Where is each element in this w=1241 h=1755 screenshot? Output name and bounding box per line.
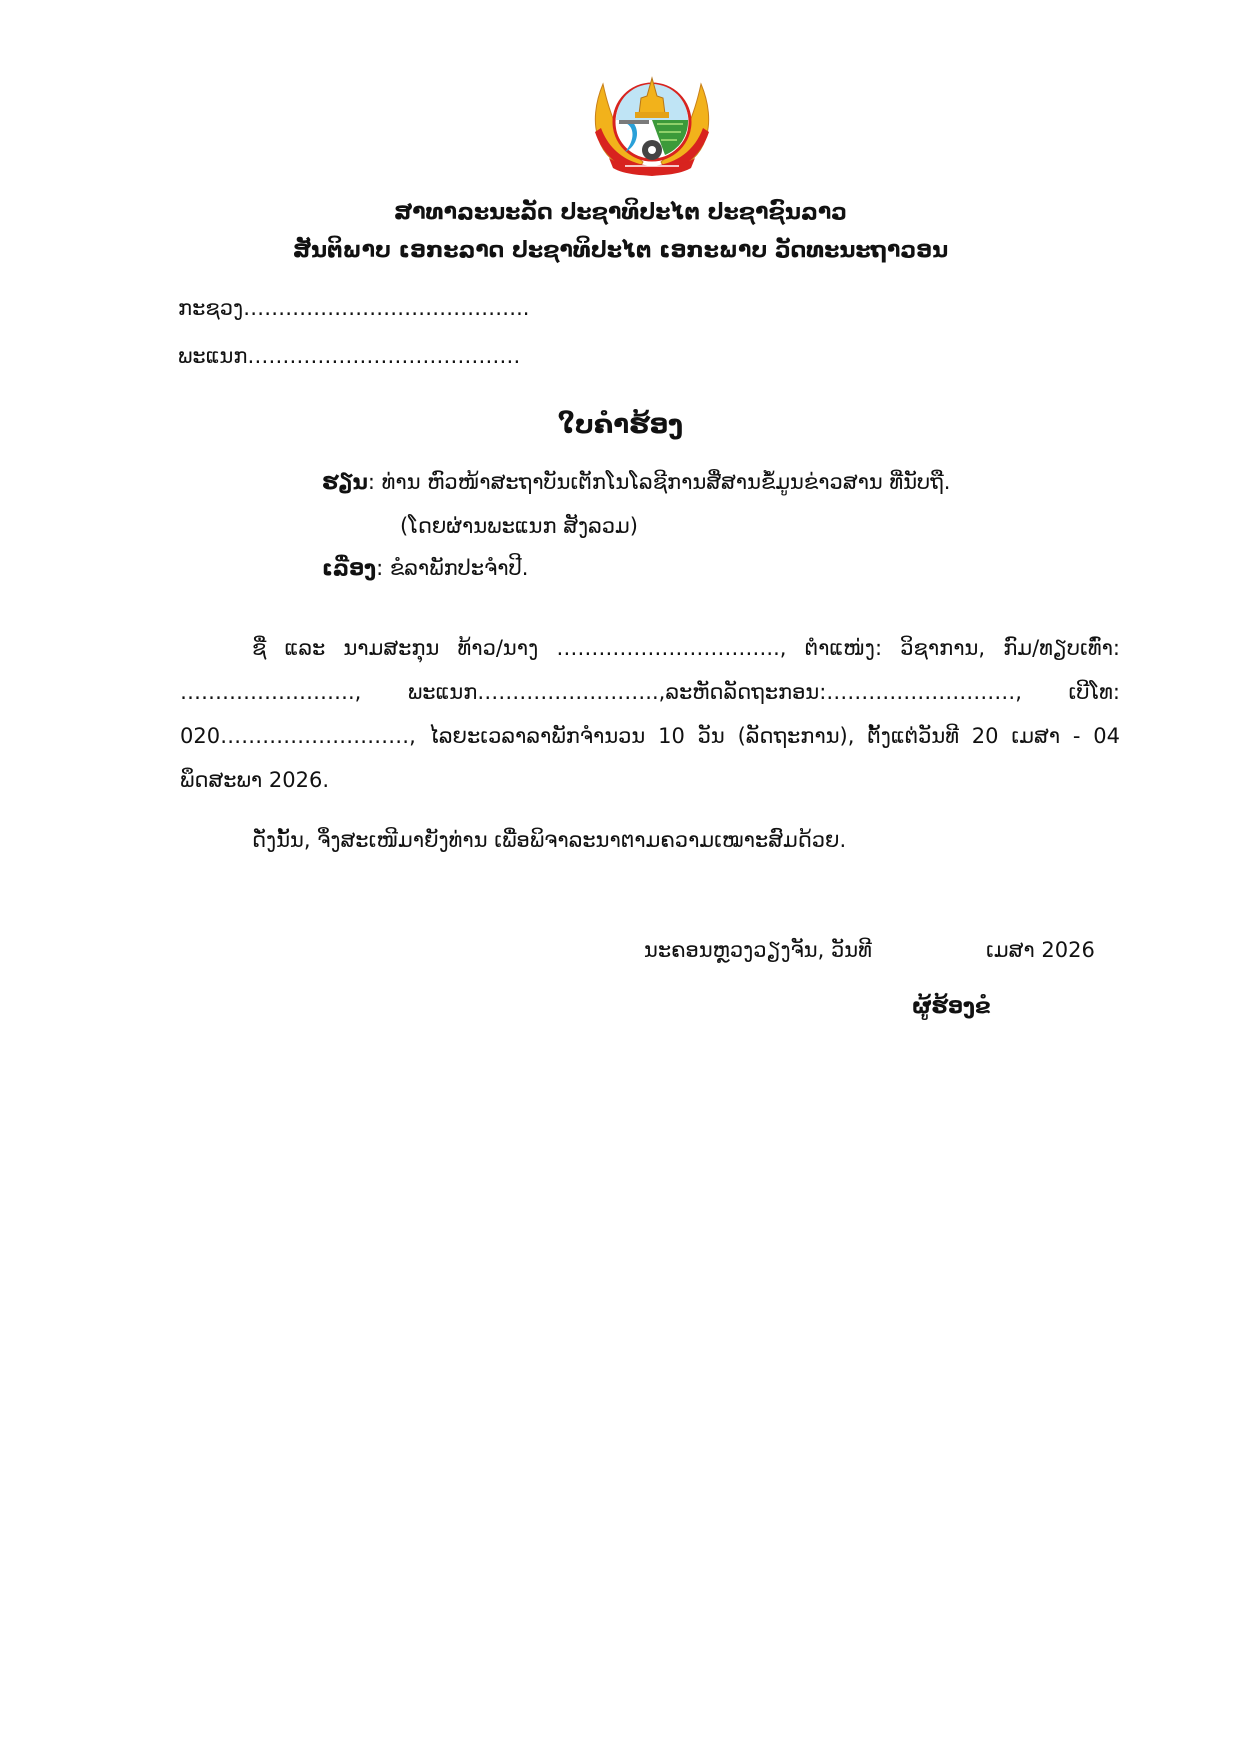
header-line-motto: ສັນຕິພາບ ເອກະລາດ ປະຊາທິປະໄຕ ເອກະພາບ ວັດທະນະຖາວອນ: [292, 238, 949, 263]
subject-label: ເລື່ອງ: [322, 556, 377, 580]
signer-label: ຜູ້ຮ້ອງຂໍ: [912, 994, 991, 1018]
department-line: ພະແນກ…………………………………: [178, 344, 521, 368]
body-paragraph-request: ຊື່ ແລະ ນາມສະກຸນ ທ້າວ/ນາງ ………………………….., ຕຳແໜ່ງ: ວິຊາການ, ກົມ/ທຽບເທົ່າ: ……………………., ພະແນກ……………………..,ລະຫັດລັດຖະກອນ:………………………, ເບີໂທ: 020………………………, ໄລຍະເວລາລາພັກຈຳນວນ 10 ວັນ (ລັດຖະການ), ຕັ້ງແຕ່ວັນທີ 20 ເມສາ - 04 ພຶດສະພາ 2026.: [180, 636, 1120, 792]
header-line-country: ສາທາລະນະລັດ ປະຊາທິປະໄຕ ປະຊາຊົນລາວ: [394, 200, 847, 225]
document-title: ໃບຄຳຮ້ອງ: [557, 410, 684, 440]
recipient-line: [322, 470, 950, 494]
place-date: ນະຄອນຫຼວງວຽງຈັນ, ວັນທີ: [644, 938, 872, 962]
recipient-label: ຮຽນ: [322, 470, 368, 494]
via-line: (ໂດຍຜ່ານພະແນກ ສັງລວມ): [400, 514, 638, 538]
subject-text: : ຂໍລາພັກປະຈຳປີ.: [376, 556, 529, 580]
ministry-line: ກະຊວງ…………………………………..: [178, 296, 530, 320]
month-year: ເມສາ 2026: [986, 938, 1095, 962]
national-emblem: [585, 62, 719, 184]
body-paragraph-closing: ດັ່ງນັ້ນ, ຈຶ່ງສະເໜີມາຍັງທ່ານ ເພື່ອພິຈາລະນາຕາມຄວາມເໝາະສົມດ້ວຍ.: [252, 828, 847, 852]
recipient-text: : ທ່ານ ຫົວໜ້າສະຖາບັນເຕັກໂນໂລຊີການສື່ສານຂໍ້ມູນຂ່າວສານ ທີ່ນັບຖື.: [367, 470, 951, 494]
subject-line: [322, 556, 528, 580]
